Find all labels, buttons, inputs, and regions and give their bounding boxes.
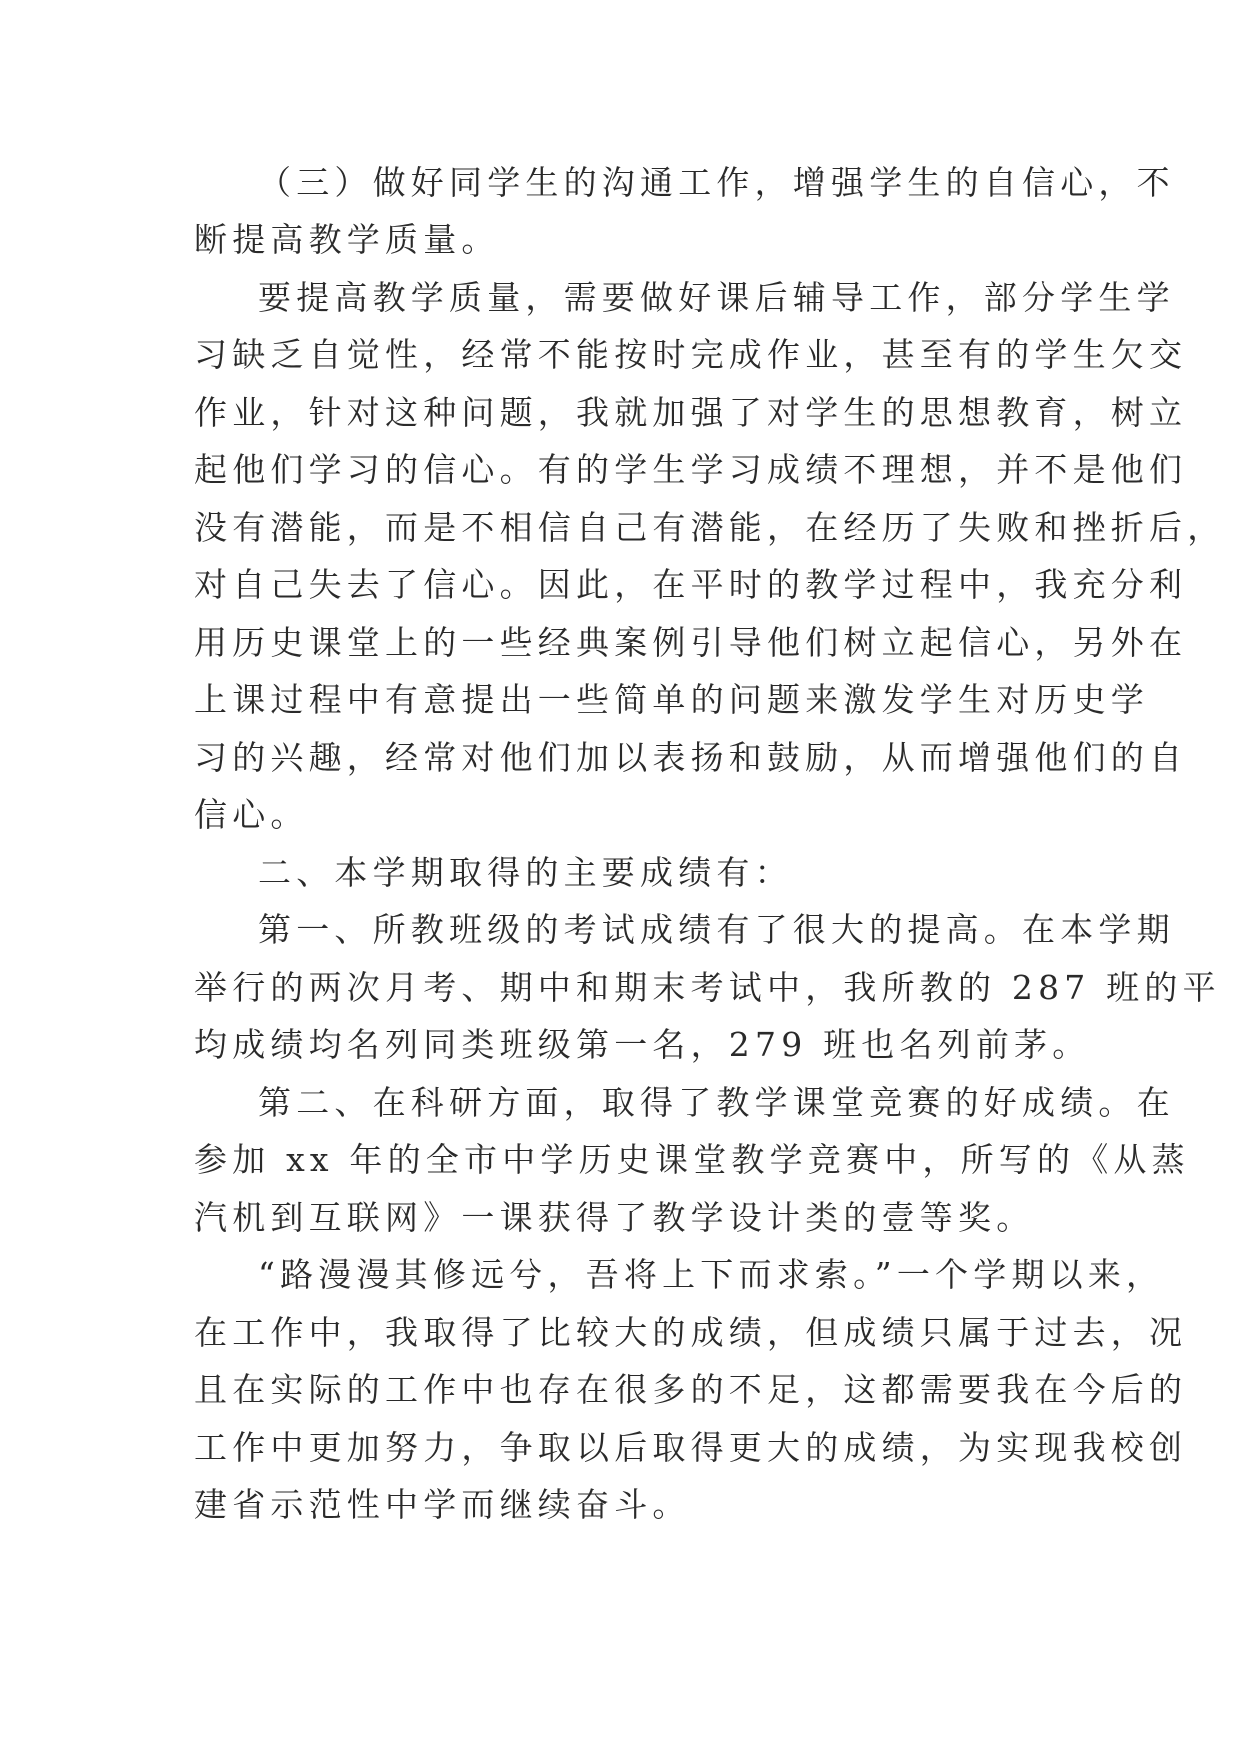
text-line: 第二、在科研方面，取得了教学课堂竞赛的好成绩。在 — [258, 1083, 1175, 1122]
text-line: 参加 xx 年的全市中学历史课堂教学竞赛中，所写的《从蒸 — [194, 1140, 1190, 1179]
text-line: 上课过程中有意提出一些简单的问题来激发学生对历史学 — [194, 680, 1149, 719]
section-heading: 二、本学期取得的主要成绩有： — [258, 853, 793, 892]
text-line: 没有潜能，而是不相信自己有潜能，在经历了失败和挫折后， — [194, 508, 1226, 547]
text-line: （三）做好同学生的沟通工作，增强学生的自信心，不 — [258, 163, 1175, 202]
text-line: 起他们学习的信心。有的学生学习成绩不理想，并不是他们 — [194, 450, 1188, 489]
text-line: 作业，针对这种问题，我就加强了对学生的思想教育，树立 — [194, 393, 1188, 432]
text-line: 习缺乏自觉性，经常不能按时完成作业，甚至有的学生欠交 — [194, 335, 1188, 374]
text-line: 工作中更加努力，争取以后取得更大的成绩，为实现我校创 — [194, 1428, 1188, 1467]
text-line: 信心。 — [194, 795, 309, 834]
text-line: 举行的两次月考、期中和期末考试中，我所教的 287 班的平 — [194, 968, 1221, 1007]
text-line: 且在实际的工作中也存在很多的不足，这都需要我在今后的 — [194, 1370, 1188, 1409]
text-line: “路漫漫其修远兮，吾将上下而求索。”一个学期以来， — [258, 1255, 1165, 1294]
text-line: 对自己失去了信心。因此，在平时的教学过程中，我充分利 — [194, 565, 1188, 604]
text-line: 用历史课堂上的一些经典案例引导他们树立起信心，另外在 — [194, 623, 1188, 662]
text-line: 均成绩均名列同类班级第一名，279 班也名列前茅。 — [194, 1025, 1091, 1064]
text-line: 建省示范性中学而继续奋斗。 — [194, 1485, 691, 1524]
text-line: 要提高教学质量，需要做好课后辅导工作，部分学生学 — [258, 278, 1175, 317]
text-line: 在工作中，我取得了比较大的成绩，但成绩只属于过去，况 — [194, 1313, 1188, 1352]
text-line: 汽机到互联网》一课获得了教学设计类的壹等奖。 — [194, 1198, 1035, 1237]
text-line: 习的兴趣，经常对他们加以表扬和鼓励，从而增强他们的自 — [194, 738, 1188, 777]
text-line: 第一、所教班级的考试成绩有了很大的提高。在本学期 — [258, 910, 1175, 949]
text-line: 断提高教学质量。 — [194, 220, 500, 259]
